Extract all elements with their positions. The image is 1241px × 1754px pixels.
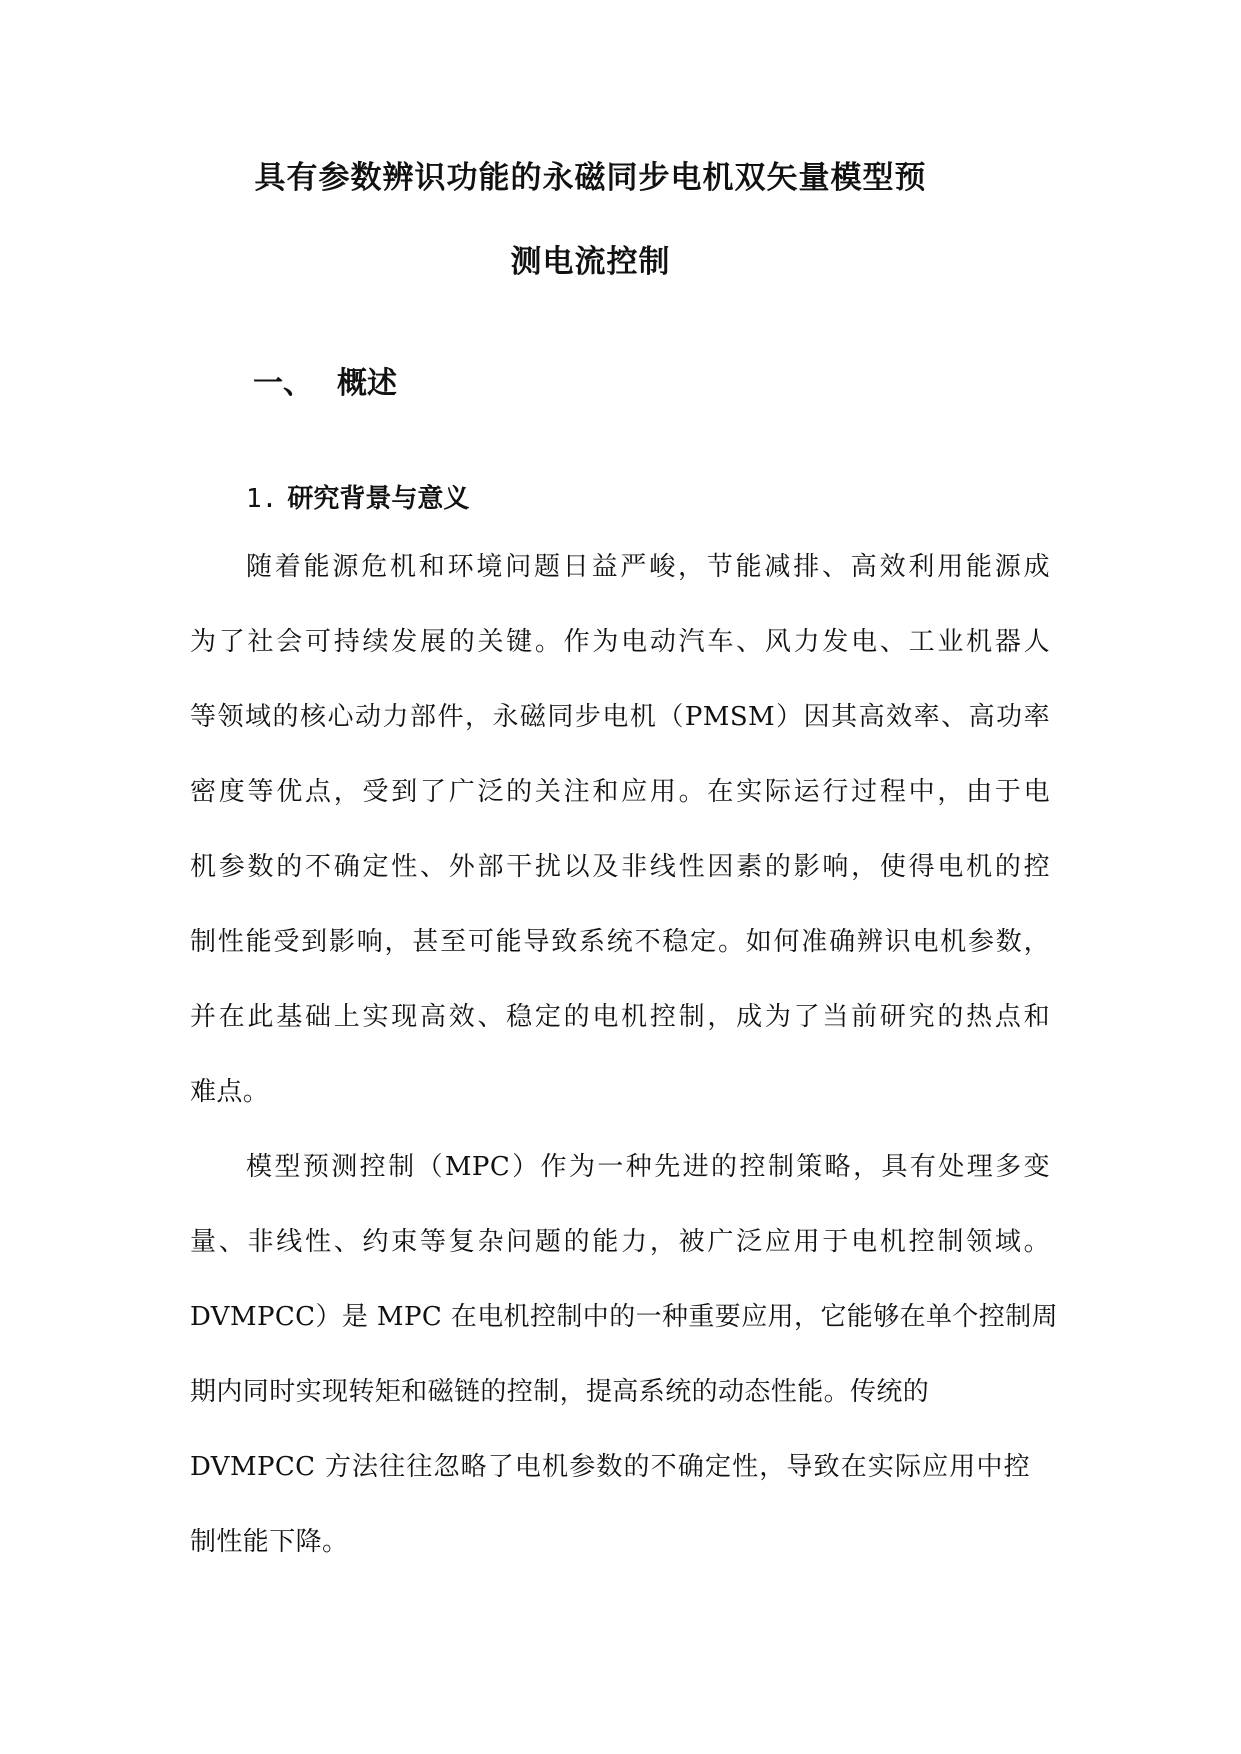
section-number: 一、: [253, 366, 313, 401]
paragraph-2-line: 模型预测控制（MPC）作为一种先进的控制策略，具有处理多变: [246, 1152, 1050, 1182]
subsection-number: 1.: [246, 484, 278, 514]
paragraph-2-line: DVMPCC 方法往往忽略了电机参数的不确定性，导致在实际应用中控: [190, 1452, 1030, 1482]
paragraph-1-line: 随着能源危机和环境问题日益严峻，节能减排、高效利用能源成: [246, 552, 1050, 582]
paragraph-1-line: 密度等优点，受到了广泛的关注和应用。在实际运行过程中，由于电: [190, 777, 1050, 807]
paragraph-1-line: 为了社会可持续发展的关键。作为电动汽车、风力发电、工业机器人: [190, 627, 1050, 657]
paragraph-1-line: 制性能受到影响，甚至可能导致系统不稳定。如何准确辨识电机参数，: [190, 927, 1050, 957]
subsection-heading: [246, 478, 469, 515]
paragraph-1-line: 难点。: [190, 1077, 270, 1107]
paragraph-1-line: 并在此基础上实现高效、稳定的电机控制，成为了当前研究的热点和: [190, 1002, 1050, 1032]
subsection-title: 研究背景与意义: [287, 484, 470, 514]
paragraph-1-line: 机参数的不确定性、外部干扰以及非线性因素的影响，使得电机的控: [190, 852, 1050, 882]
document-title-line-2: 测电流控制: [510, 244, 671, 280]
paragraph-2-line: 量、非线性、约束等复杂问题的能力，被广泛应用于电机控制领域。: [190, 1227, 1050, 1257]
document-title-line-1: 具有参数辨识功能的永磁同步电机双矢量模型预: [254, 160, 927, 196]
paragraph-2-line: 制性能下降。: [190, 1527, 349, 1557]
paragraph-1-line: 等领域的核心动力部件，永磁同步电机（PMSM）因其高效率、高功率: [190, 702, 1050, 732]
paragraph-2-line: 期内同时实现转矩和磁链的控制，提高系统的动态性能。传统的: [190, 1377, 930, 1407]
paragraph-2-line: DVMPCC）是 MPC 在电机控制中的一种重要应用，它能够在单个控制周: [190, 1302, 1059, 1332]
section-heading: [253, 358, 397, 402]
section-title: 概述: [337, 366, 397, 401]
